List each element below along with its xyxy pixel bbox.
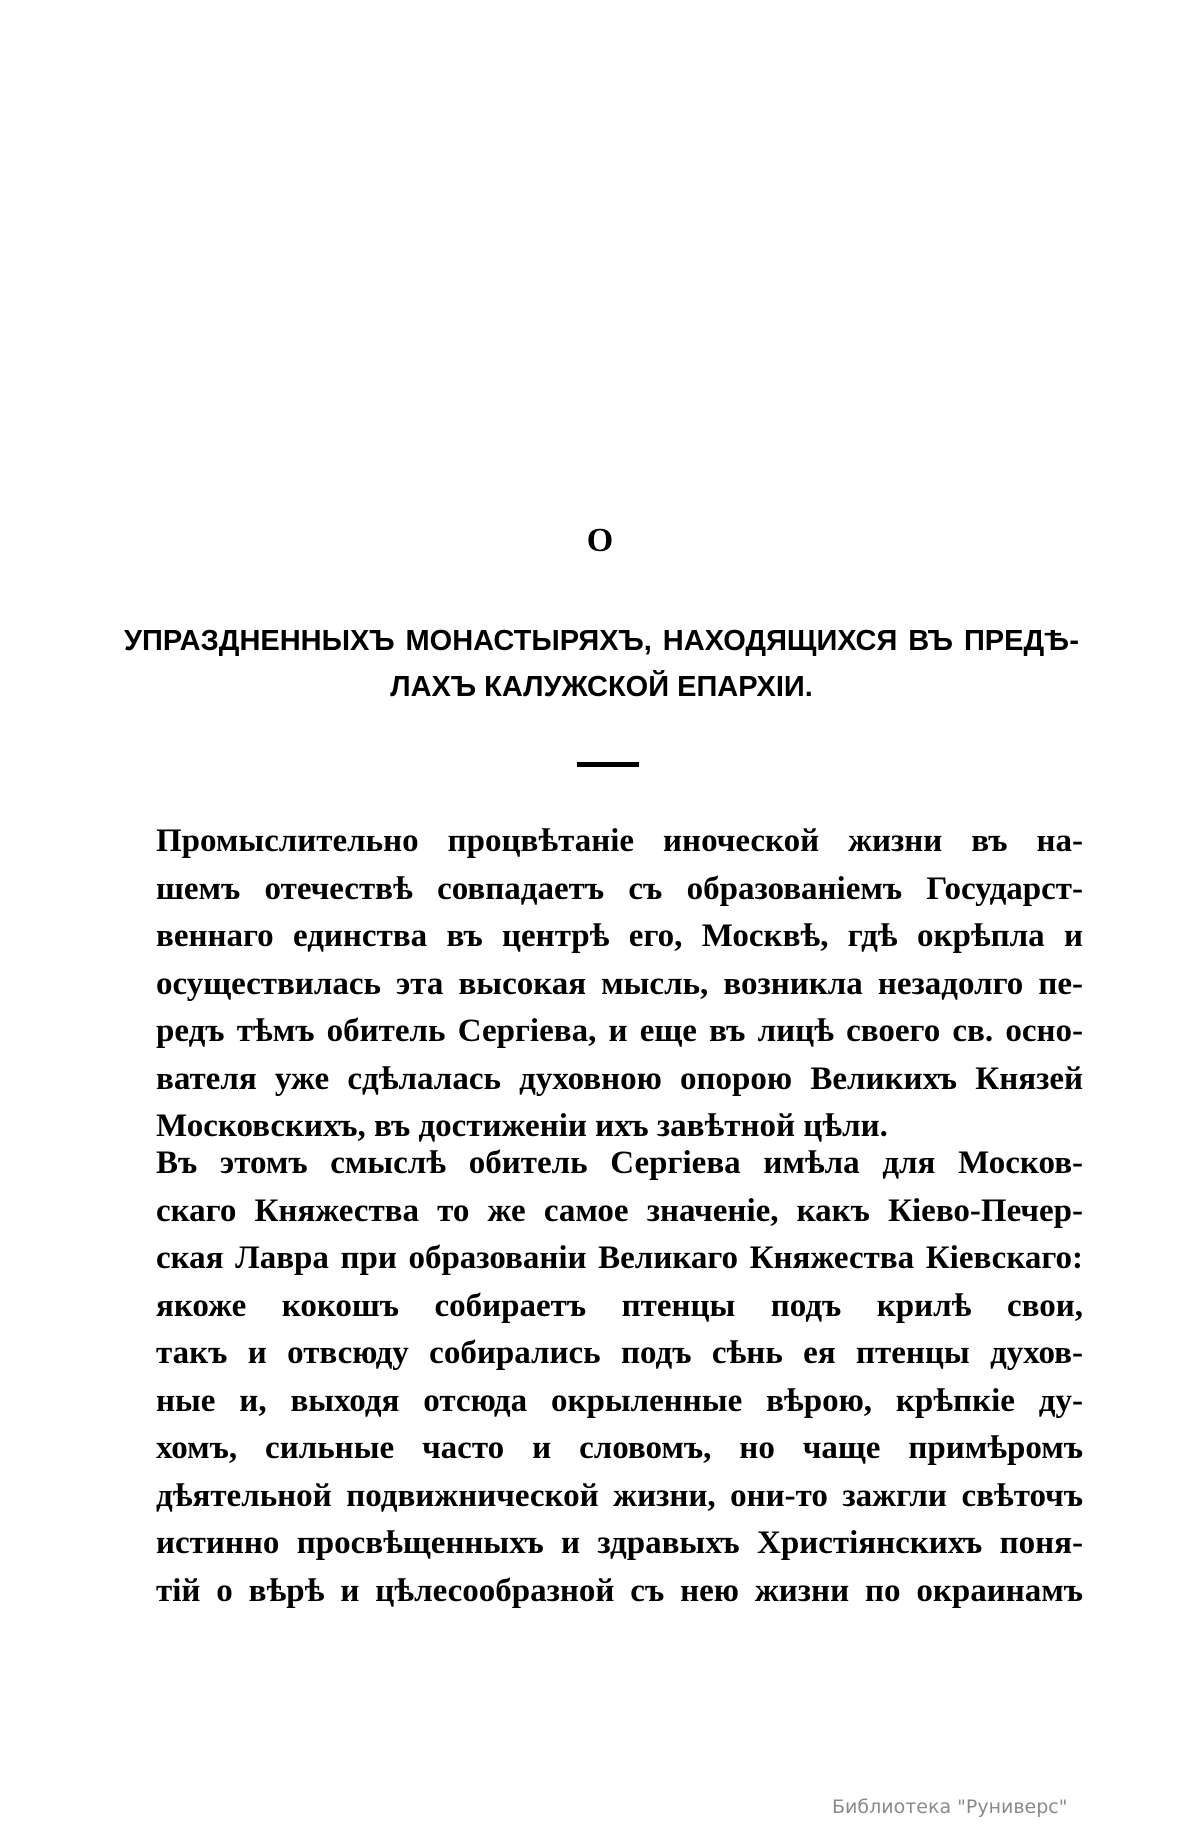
text-line: тій о вѣрѣ и цѣлесообразной съ нею жизни по окраинамъ xyxy=(156,1572,1083,1609)
text-line: Промыслительно процвѣтаніе иноческой жизни въ на- xyxy=(156,823,1083,859)
text-line: редъ тѣмъ обитель Сергіева, и еще въ лицѣ своего св. осно- xyxy=(156,1013,1083,1049)
library-watermark: Библиотека "Руниверс" xyxy=(832,1796,1068,1818)
paragraph-1 xyxy=(156,818,1083,1151)
title-line: ЛАХЪ КАЛУЖСКОЙ ЕПАРХІИ. xyxy=(390,671,813,703)
chapter-title xyxy=(124,618,1079,710)
text-line: скаго Княжества то же самое значеніе, какъ Кіево-Печер- xyxy=(156,1192,1083,1229)
text-line: осуществилась эта высокая мысль, возникла незадолго пе- xyxy=(156,965,1083,1002)
text-line: истинно просвѣщенныхъ и здравыхъ Христіянскихъ поня- xyxy=(156,1525,1083,1561)
text-line: Въ этомъ смыслѣ обитель Сергіева имѣла для Москов- xyxy=(156,1145,1083,1181)
text-line: ская Лавра при образованіи Великаго Княжества Кіевскаго: xyxy=(156,1240,1083,1276)
title-line: УПРАЗДНЕННЫХЪ МОНАСТЫРЯХЪ, НАХОДЯЩИХСЯ ВЪ ПРЕДѢ- xyxy=(124,625,1079,657)
text-line: шемъ отечествѣ совпадаетъ съ образованіемъ Государст- xyxy=(156,870,1083,907)
text-line: вателя уже сдѣлалась духовною опорою Великихъ Князей xyxy=(156,1060,1083,1097)
text-line: якоже кокошъ собираетъ птенцы подъ крилѣ свои, xyxy=(156,1287,1083,1324)
text-line: такъ и отвсюду собирались подъ сѣнь ея птенцы духов- xyxy=(156,1335,1083,1371)
text-line: веннаго единства въ центрѣ его, Москвѣ, гдѣ окрѣпла и xyxy=(156,918,1083,954)
heading-preposition: О xyxy=(586,522,614,559)
text-line: хомъ, сильные часто и словомъ, но чаще примѣромъ xyxy=(156,1430,1083,1466)
text-line: Московскихъ, въ достиженіи ихъ завѣтной цѣли. xyxy=(156,1108,888,1144)
section-divider xyxy=(577,762,639,767)
paragraph-2 xyxy=(156,1140,1083,1615)
text-line: ные и, выходя отсюда окрыленные вѣрою, крѣпкіе ду- xyxy=(156,1382,1083,1419)
text-line: дѣятельной подвижнической жизни, они-то зажгли свѣточъ xyxy=(156,1477,1083,1514)
